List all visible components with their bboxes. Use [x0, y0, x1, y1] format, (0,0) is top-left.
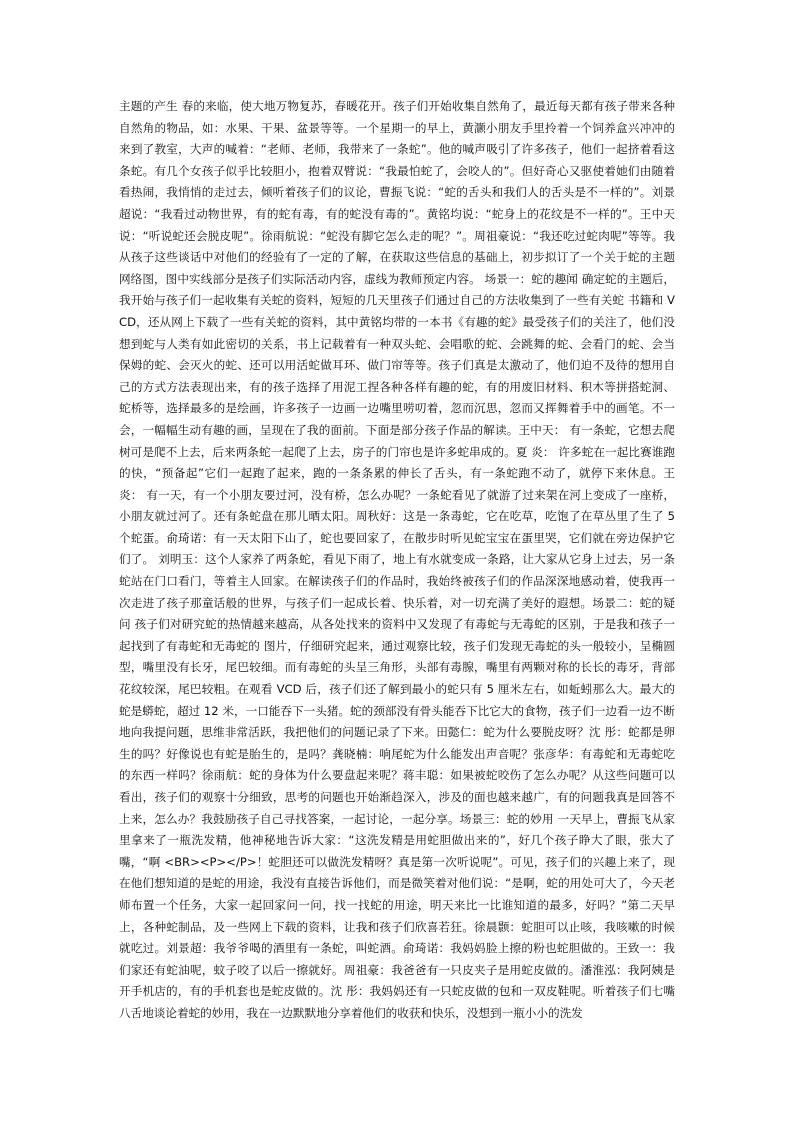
body-paragraph: 主题的产生 春的来临，使大地万物复苏，春暖花开。孩子们开始收集自然角了，最近每天都有孩子带来各种自然角的物品，如：水果、干果、盆景等等。一个星期一的早上，黄灏小朋友手里拎着一个饲养盒兴冲冲的来到了教室，大声的喊着：“老师、老师，我带来了一条蛇”。他的喊声吸引了许多孩子，他们一起挤着看这条蛇。有几个女孩子似乎比较胆小，抱着双臂说：“我最怕蛇了，会咬人的”。但好奇心又驱使着她们由随着看热闹，我悄悄的走过去，倾听着孩子们的议论，曹振飞说：“蛇的舌头和我们人的舌头是不一样的”。刘景超说：“我看过动物世界，有的蛇有毒，有的蛇没有毒的”。黄铭均说：“蛇身上的花纹是不一样的”。王中天说：“听说蛇还会脱皮呢”。徐雨航说：“蛇没有脚它怎么走的呢？”。周祖豪说：“我还吃过蛇肉呢”等等。我从孩子这些谈话中对他们的经验有了一定的了解，在获取这些信息的基础上，初步拟订了一个关于蛇的主题网络图，图中实线部分是孩子们实际活动内容，虚线为教师预定内容。 场景一：蛇的趣闻 确定蛇的主题后，我开始与孩子们一起收集有关蛇的资料，短短的几天里孩子们通过自己的方法收集到了一些有关蛇 书籍和 VCD，还从网上下载了一些有关蛇的资料，其中黄铭均带的一本书《有趣的蛇》最受孩子们的关注了，他们没想到蛇与人类有如此密切的关系，书上记载着有一种双头蛇、会唱歌的蛇、会跳舞的蛇、会看门的蛇、会当保姆的蛇、会灭火的蛇、还可以用活蛇做耳环、做门帘等等。孩子们真是太激动了，他们迫不及待的想用自己的方式方法表现出来，有的孩子选择了用泥工捏各种各样有趣的蛇，有的用废旧材料、积木等拼搭蛇洞、蛇桥等，选择最多的是绘画，许多孩子一边画一边嘴里唠叨着，忽而沉思，忽而又挥舞着手中的画笔。不一会，一幅幅生动有趣的画，呈现在了我的面前。下面是部分孩子作品的解读。王中天： 有一条蛇，它想去爬树可是爬不上去，后来两条蛇一起爬了上去，房子的门帘也是许多蛇串成的。夏 炎： 许多蛇在一起比赛谁跑的快，“预备起”它们一起跑了起来，跑的一条条累的伸长了舌头，有一条蛇跑不动了，就停下来休息。王 炎： 有一天，有一个小朋友要过河，没有桥，怎么办呢？一条蛇看见了就游了过来架在河上变成了一座桥，小朋友就过河了。还有条蛇盘在那儿晒太阳。周秋好：这是一条毒蛇，它在吃草，吃饱了在草丛里了生了 5 个蛇蛋。俞琦诺：有一天太阳下山了，蛇也要回家了，在散步时听见蛇宝宝在蛋里哭，它们就在旁边保护它们了。 刘明玉：这个人家养了两条蛇，看见下雨了，地上有水就变成一条路，让大家从它身上过去，另一条蛇站在门口看门，等着主人回家。在解读孩子们的作品时，我始终被孩子们的作品深深地感动着，使我再一次走进了孩子那童话般的世界，与孩子们一起成长着、快乐着，对一切充满了美好的遐想。场景二：蛇的疑问 孩子们对研究蛇的热情越来越高，从各处找来的资料中又发现了有毒蛇与无毒蛇的区别，于是我和孩子一起找到了有毒蛇和无毒蛇的 图片，仔细研究起来，通过观察比较，孩子们发现无毒蛇的头一般较小，呈椭圆型，嘴里没有长牙，尾巴较细。而有毒蛇的头呈三角形，头部有毒腺，嘴里有两颗对称的长长的毒牙，背部花纹较深，尾巴较粗。在观看 VCD 后，孩子们还了解到最小的蛇只有 5 厘米左右，如蚯蚓那么大。最大的蛇是蟒蛇，超过 12 米，一口能吞下一头猪。蛇的颈部没有骨头能吞下比它大的食物，孩子们一边看一边不断地向我提问题，思维非常活跃，我把他们的问题记录了下来。田懿仁：蛇为什么要脱皮呀？沈 彤：蛇都是卵生的吗？好像说也有蛇是胎生的，是吗？龚晓楠：响尾蛇为什么能发出声音呢？张彦华：有毒蛇和无毒蛇吃的东西一样吗？徐雨航：蛇的身体为什么要盘起来呢？蒋丰聪：如果被蛇咬伤了怎么办呢？从这些问题可以看出，孩子们的观察十分细致，思考的问题也开始渐趋深入，涉及的面也越来越广，有的问题我真是回答不上来，怎么办？我鼓励孩子自己寻找答案，一起讨论，一起分享。场景三：蛇的妙用 一天早上，曹振飞从家里拿来了一瓶洗发精，他神秘地告诉大家：“这洗发精是用蛇胆做出来的”，好几个孩子睁大了眼，张大了嘴，“啊 <BR><P></P>！蛇胆还可以做洗发精呀？真是第一次听说呢”。可见，孩子们的兴趣上来了，现在他们想知道的是蛇的用途，我没有直接告诉他们，而是微笑着对他们说：“是啊，蛇的用处可大了，今天老师布置一个任务，大家一起回家问一问，找一找蛇的用途，明天来比一比谁知道的最多，好吗？”第二天早上，各种蛇制品，及一些网上下载的资料，让我和孩子们欣喜若狂。徐晨颢：蛇胆可以止咳，我咳嗽的时候就吃过。刘景超：我爷爷喝的酒里有一条蛇，叫蛇酒。俞琦诺：我妈妈脸上擦的粉也蛇胆做的。王致一：我们家还有蛇油呢，蚊子咬了以后一擦就好。周祖豪：我爸爸有一只皮夹子是用蛇皮做的。潘淮泓：我阿姨是开手机店的，有的手机套也是蛇皮做的。沈 彤：我妈妈还有一只蛇皮做的包和一双皮鞋呢。听着孩子们七嘴八舌地谈论着蛇的妙用，我在一边默默地分享着他们的收获和快乐，没想到一瓶小小的洗发: [119, 99, 675, 1020]
